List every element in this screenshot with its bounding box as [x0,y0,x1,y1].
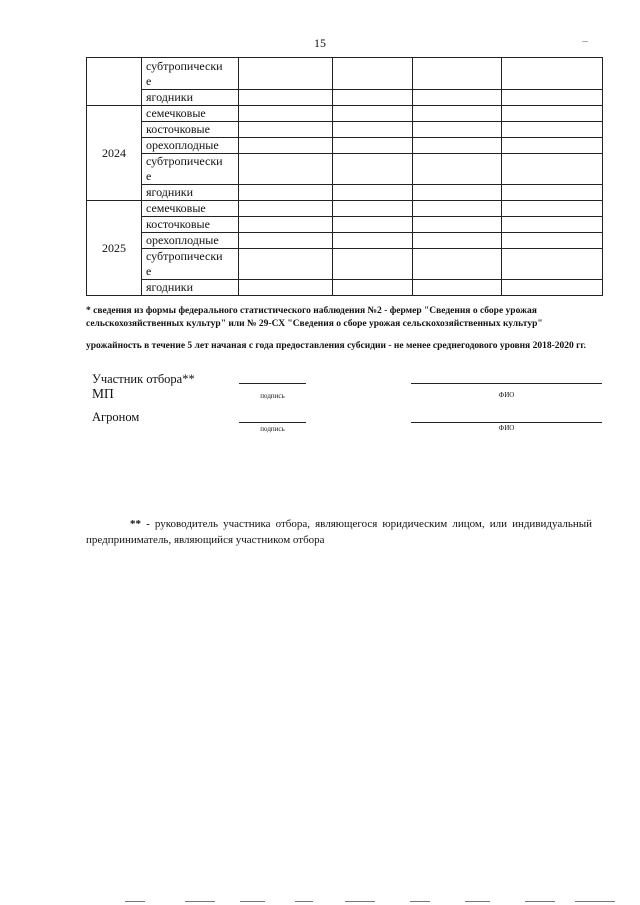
participant-definition-note [86,516,592,548]
note-text: руководитель участника отбора, являющегося юридическим лицом, или индивидуальный предприниматель, являющийся участником отбора [86,518,593,546]
value-cell [413,106,502,122]
note-marker: ** - [130,518,150,530]
value-cell [413,58,502,90]
value-cell [413,122,502,138]
scan-bottom-marks [125,901,625,903]
value-cell [239,58,333,90]
value-cell [502,280,603,296]
agronomist-signature-line [239,422,306,423]
crop-cell: ягодники [142,280,239,296]
value-cell [333,185,413,201]
signature-caption: подпись [260,425,285,433]
footnote-yield-condition: урожайность в течение 5 лет начаная с года предоставления субсидии - не менее среднегодового уровня 2018-2020 гг. [86,341,587,351]
value-cell [239,122,333,138]
value-cell [239,138,333,154]
value-cell [502,106,603,122]
participant-signature-line [239,383,306,384]
crop-cell: ягодники [142,90,239,106]
value-cell [333,90,413,106]
crop-cell: семечковые [142,201,239,217]
value-cell [333,58,413,90]
value-cell [239,154,333,185]
crop-cell: косточковые [142,217,239,233]
table-row [87,249,603,280]
table-row [87,138,603,154]
scan-mark [582,41,588,42]
crop-cell: семечковые [142,106,239,122]
value-cell [502,249,603,280]
crop-cell: орехоплодные [142,138,239,154]
crop-cell: субтропически е [142,249,239,280]
value-cell [413,217,502,233]
value-cell [239,280,333,296]
value-cell [333,122,413,138]
value-cell [502,122,603,138]
value-cell [239,249,333,280]
footnote-data-source: * сведения из формы федерального статистического наблюдения №2 - фермер "Сведения о сборе урожая сельскохозяйственных культур" или № 29-СХ "Сведения о сборе урожая сельскохозяйственных культур" [86,306,543,329]
table-row [87,280,603,296]
value-cell [333,201,413,217]
crop-cell: косточковые [142,122,239,138]
value-cell [502,217,603,233]
value-cell [502,58,603,90]
year-cell [87,58,142,106]
table-row [87,106,603,122]
value-cell [333,249,413,280]
value-cell [239,217,333,233]
year-cell: 2025 [87,201,142,296]
table-row [87,90,603,106]
crop-cell: орехоплодные [142,233,239,249]
table-row [87,201,603,217]
value-cell [413,185,502,201]
value-cell [333,138,413,154]
participant-name-line [411,383,602,384]
table-row [87,185,603,201]
page-number: 15 [314,36,326,50]
stamp-label: МП [92,386,114,401]
value-cell [333,154,413,185]
value-cell [413,154,502,185]
participant-label: Участник отбора** [92,372,195,386]
agronomist-name-line [411,422,602,423]
value-cell [239,106,333,122]
value-cell [502,138,603,154]
signature-caption: подпись [260,392,285,400]
value-cell [413,138,502,154]
value-cell [413,201,502,217]
year-cell: 2024 [87,106,142,201]
table-row [87,58,603,90]
crop-cell: субтропически е [142,154,239,185]
table-row [87,154,603,185]
value-cell [333,233,413,249]
value-cell [239,185,333,201]
value-cell [239,90,333,106]
name-caption: ФИО [498,391,515,399]
value-cell [413,90,502,106]
agronomist-label: Агроном [92,410,140,424]
crop-cell: субтропически е [142,58,239,90]
value-cell [333,106,413,122]
value-cell [333,280,413,296]
value-cell [333,217,413,233]
crop-yield-table [86,57,603,296]
value-cell [413,280,502,296]
table-row [87,122,603,138]
value-cell [239,201,333,217]
table-row [87,217,603,233]
value-cell [502,154,603,185]
value-cell [502,185,603,201]
value-cell [502,201,603,217]
value-cell [502,90,603,106]
value-cell [502,233,603,249]
value-cell [413,233,502,249]
table-row [87,233,603,249]
value-cell [239,233,333,249]
crop-cell: ягодники [142,185,239,201]
value-cell [413,249,502,280]
name-caption: ФИО [498,424,515,432]
